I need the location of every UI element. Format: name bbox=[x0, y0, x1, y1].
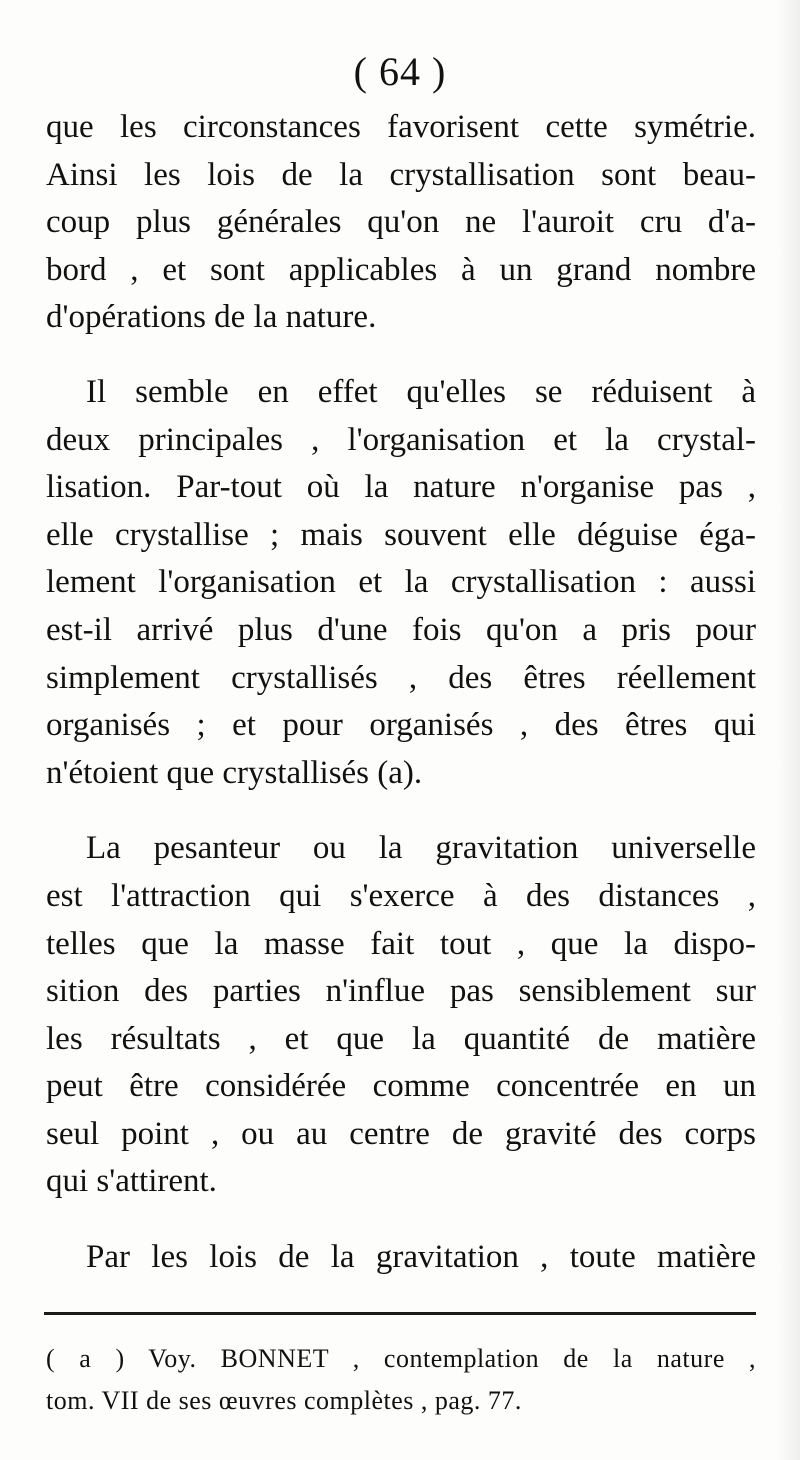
text-line: lement l'organisation et la crystallisation : aussi bbox=[46, 564, 756, 601]
text-line: lisation. Par-tout où la nature n'organise pas , bbox=[46, 469, 756, 506]
text-line: organisés ; et pour organisés , des êtres qui bbox=[46, 707, 756, 744]
text-line: telles que la masse fait tout , que la dispo- bbox=[46, 925, 756, 962]
footnote-line: tom. VII de ses œuvres complètes , pag. 77. bbox=[46, 1386, 522, 1415]
paragraph-gap bbox=[46, 342, 756, 369]
text-line: est l'attraction qui s'exerce à des distances , bbox=[46, 877, 756, 914]
text-line: qui s'attirent. bbox=[46, 1163, 217, 1200]
footnote-line: ( a ) Voy. BONNET , contemplation de la nature , bbox=[46, 1344, 756, 1373]
footnote bbox=[46, 1338, 756, 1422]
text-line: d'opérations de la nature. bbox=[46, 299, 377, 336]
text-line: peut être considérée comme concentrée en un bbox=[46, 1068, 756, 1105]
text-line: La pesanteur ou la gravitation universelle bbox=[86, 830, 756, 867]
text-line: Il semble en effet qu'elles se réduisent à bbox=[86, 373, 756, 410]
text-line: Par les lois de la gravitation , toute matière bbox=[86, 1239, 756, 1276]
text-line: n'étoient que crystallisés (a). bbox=[46, 754, 423, 791]
paragraph-gap bbox=[46, 1206, 756, 1234]
text-line: simplement crystallisés , des êtres réellement bbox=[46, 659, 756, 696]
text-line: elle crystallise ; mais souvent elle déguise éga- bbox=[46, 516, 756, 553]
text-line: seul point , ou au centre de gravité des corps bbox=[46, 1115, 756, 1152]
text-line: deux principales , l'organisation et la crystal- bbox=[46, 421, 756, 458]
text-line: coup plus générales qu'on ne l'auroit cru d'a- bbox=[46, 204, 756, 241]
page-number: ( 64 ) bbox=[353, 49, 447, 94]
text-line: que les circonstances favorisent cette symétrie. bbox=[46, 109, 756, 145]
text-line: Ainsi les lois de la crystallisation sont beau- bbox=[46, 156, 756, 193]
body-text bbox=[46, 104, 756, 1282]
text-line: sition des parties n'influe pas sensiblement sur bbox=[46, 973, 756, 1010]
paragraph-gap bbox=[46, 797, 756, 825]
page-edge-shadow bbox=[778, 0, 800, 1460]
text-line: bord , et sont applicables à un grand nombre bbox=[46, 251, 756, 288]
footnote-rule bbox=[44, 1312, 756, 1315]
text-line: les résultats , et que la quantité de matière bbox=[46, 1020, 756, 1057]
text-line: est-il arrivé plus d'une fois qu'on a pris pour bbox=[46, 611, 756, 648]
